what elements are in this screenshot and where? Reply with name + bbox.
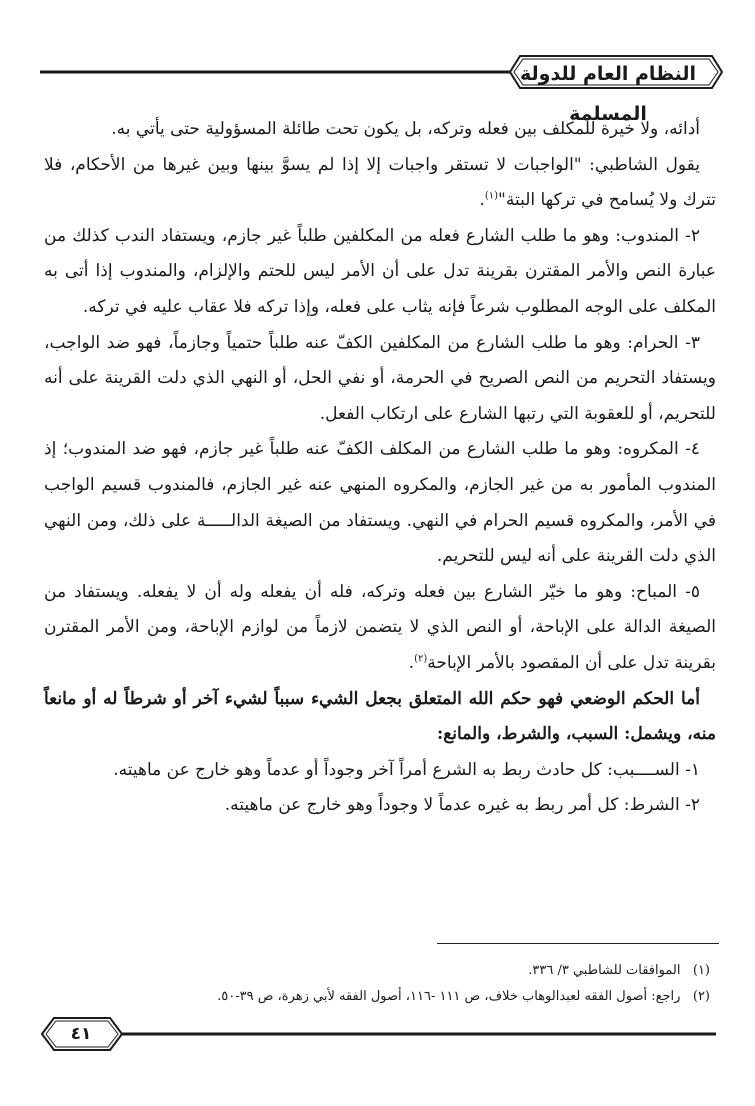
paragraph: ٤- المكروه: وهو ما طلب الشارع من المكلف الكفّ عنه طلباً غير جازم، فهو ضد المندوب؛ إذ المندوب المأمور به من غير الجازم، والمكروه المنهي عنه غير الجازم، فالمندوب قسيم الواجب في الأمر، والمكروه قسيم الحرام في النهي. ويستفاد من الصيغة الدالـــــة على ذلك، ومن النهي الذي دلت القرينة على أنه ليس للتحريم. (44, 439, 716, 567)
footnote: (٢) راجع: أصول الفقه لعبدالوهاب خلاف، ص ١١١ -١١٦، أصول الفقه لأبي زهرة، ص ٣٩-٥٠. (217, 989, 710, 1004)
paragraph: ١- الســــبب: كل حادث ربط به الشرع أمراً آخر وجوداً أو عدماً وهو خارج عن ماهيته. (113, 759, 700, 780)
footnotes (60, 958, 710, 1010)
paragraph: أدائه، ولا خيرة للمكلف بين فعله وتركه، بل يكون تحت طائلة المسؤولية حتى يأتي به. (111, 119, 700, 139)
paragraph: يقول الشاطبي: "الواجبات لا تستقر واجبات إلا إذا لم يسوَّ بينها وبين غيرها من الأحكام، فلا تترك ولا يُسامح في تركها البتة"$^{(١)}$. (44, 154, 716, 211)
running-header (40, 48, 723, 125)
header-title: النظام العام للدولة المسلمة (520, 63, 696, 125)
paragraph: ٢- الشرط: كل أمر ربط به غيره عدماً لا وجوداً وهو خارج عن ماهيته. (224, 795, 700, 816)
footnote-ref: (١) (484, 190, 499, 202)
page-number-block (40, 1012, 716, 1056)
paragraph: ٥- المباح: وهو ما خيّر الشارع بين فعله وتركه، فله أن يفعله وله أن لا يفعله. ويستفاد من الصيغة الدالة على الإباحة، أو النص الذي لا يتضمن لازماً من لوازم الإباحة، ومن الأمر المقترن بقرينة تدل على أن المقصود بالأمر الإباحة$^{(٢)}$. (44, 581, 716, 673)
footnote-separator (437, 943, 719, 944)
paragraph: ٢- المندوب: وهو ما طلب الشارع فعله من المكلفين طلباً غير جازم، ويستفاد الندب كذلك من عبارة النص والأمر المقترن بقرينة تدل على أن الأمر ليس للحتم والإلزام، والمندوب إذا أتى به المكلف على الوجه المطلوب شرعاً فإنه يثاب على فعله، وإذا تركه فلا عقاب عليه في تركه. (44, 225, 716, 317)
footnote-ref: (٢) (414, 653, 428, 665)
page-number-frame (40, 1012, 716, 1056)
section-intro: أما الحكم الوضعي فهو حكم الله المتعلق بجعل الشيء سبباً لشيء آخر أو شرطاً له أو مانعاً منه، ويشمل: السبب، والشرط، والمانع: (44, 688, 716, 745)
page-number: ٤١ (70, 1024, 92, 1044)
body-text (44, 112, 716, 824)
footnote: (١) الموافقات للشاطبي ٣/ ٣٣٦. (528, 963, 710, 978)
paragraph: ٣- الحرام: وهو ما طلب الشارع من المكلفين الكفّ عنه طلباً حتمياً وجازماً، فهو ضد الواجب، ويستفاد التحريم من النص الصريح في الحرمة، أو نفي الحل، أو النهي الذي دلت القرينة على أنه للتحريم، أو للعقوبة التي رتبها الشارع على ارتكاب الفعل. (44, 332, 716, 424)
